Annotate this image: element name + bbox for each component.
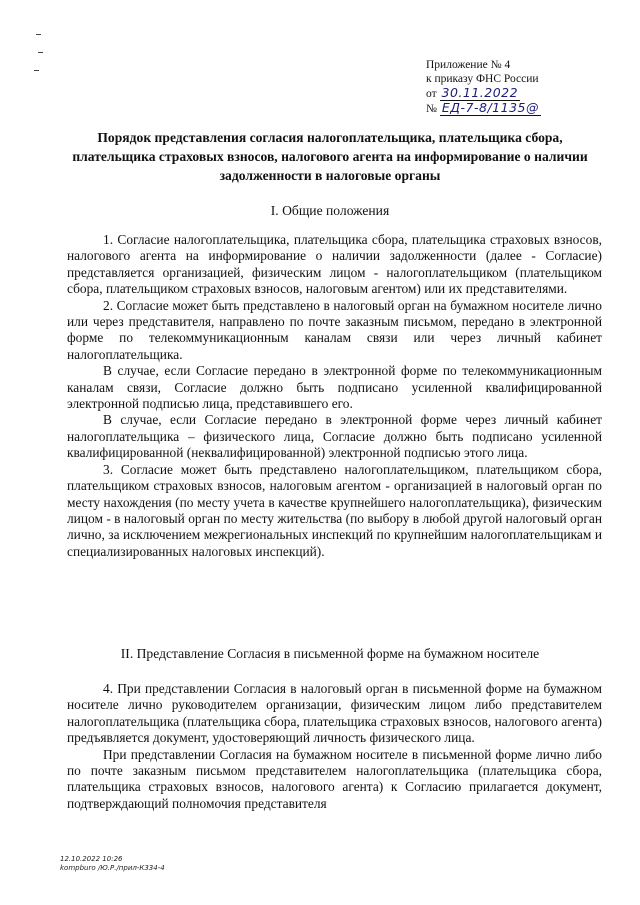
- number-prefix: №: [426, 103, 437, 115]
- paragraph: В случае, если Согласие передано в электронной форме по телекоммуникационным каналам связи, Согласие должно быть подписано усиленной квалифицированной электронной подписью лица, представившего его.: [67, 363, 602, 412]
- date-prefix: от: [426, 88, 437, 100]
- footer-timestamp: 12.10.2022 10:26: [60, 855, 123, 863]
- appendix-number-line: [426, 101, 596, 116]
- footer-file-ref: kompburo /Ю.Р./прил-К334-4: [60, 864, 165, 872]
- section-body: [67, 681, 602, 812]
- paragraph: При представлении Согласия на бумажном носителе в письменной форме лично либо по почте заказным письмом представителем налогоплательщика (плательщика сбора, плательщика страховых взносов, налогового агента) к Согласию прилагается документ, подтверждающий полномочия представителя: [67, 746, 602, 811]
- paragraph: 4. При представлении Согласия в налоговый орган в письменной форме на бумажном носителе лично руководителем организации, физическим лицом либо представителем налогоплательщика (плательщика сбора, плательщика страховых взносов, налогового агента) предъявляется документ, удостоверяющий личность физического лица.: [67, 681, 602, 746]
- paragraph: 1. Согласие налогоплательщика, плательщика сбора, плательщика страховых взносов, налогового агента на информирование о наличии задолженности (далее - Согласие) представляется организацией, физическим лицом - налогоплательщиком (плательщиком сбора, плательщиком страховых взносов, налоговым агентом) или их представителями.: [67, 232, 602, 297]
- appendix-date-line: [426, 86, 596, 101]
- section-heading: I. Общие положения: [270, 203, 390, 218]
- handwritten-date: 30.11.2022: [441, 85, 519, 100]
- appendix-block: [426, 58, 596, 116]
- scan-mark: [38, 52, 43, 53]
- paragraph: 3. Согласие может быть представлено налогоплательщиком, плательщиком сбора, плательщиком страховых взносов, налоговым агентом - организацией в налоговый орган по месту нахождения (по месту учета в качестве крупнейшего налогоплательщика), физическим лицом - в налоговый орган по месту жительства (по выбору в любой другой налоговый орган лично, за исключением межрегиональных инспекций по крупнейшим налогоплательщикам и специализированных налоговых инспекций).: [67, 461, 602, 559]
- appendix-line: Приложение № 4: [426, 59, 511, 71]
- handwritten-number: ЕД-7-8/1135@: [441, 100, 539, 115]
- section-heading: II. Представление Согласия в письменной форме на бумажном носителе: [120, 646, 540, 661]
- paragraph: 2. Согласие может быть представлено в налоговый орган на бумажном носителе лично или через представителя, направлено по почте заказным письмом, передано в электронной форме по телекоммуникационным каналам связи или через личный кабинет налогоплательщика.: [67, 297, 602, 362]
- section-body: [67, 232, 602, 560]
- page-footer: [60, 855, 165, 873]
- scan-mark: [36, 34, 41, 35]
- paragraph: В случае, если Согласие передано в электронной форме через личный кабинет налогоплательщика – физического лица, Согласие должно быть подписано усиленной квалифицированной (неквалифицированной) электронной подписью этого лица.: [67, 412, 602, 461]
- scan-mark: [34, 70, 39, 71]
- document-title: Порядок представления согласия налогоплательщика, плательщика сбора, плательщика страховых взносов, налогового агента на информирование о наличии задолженности в налоговые органы: [72, 130, 588, 183]
- appendix-line: к приказу ФНС России: [426, 73, 539, 85]
